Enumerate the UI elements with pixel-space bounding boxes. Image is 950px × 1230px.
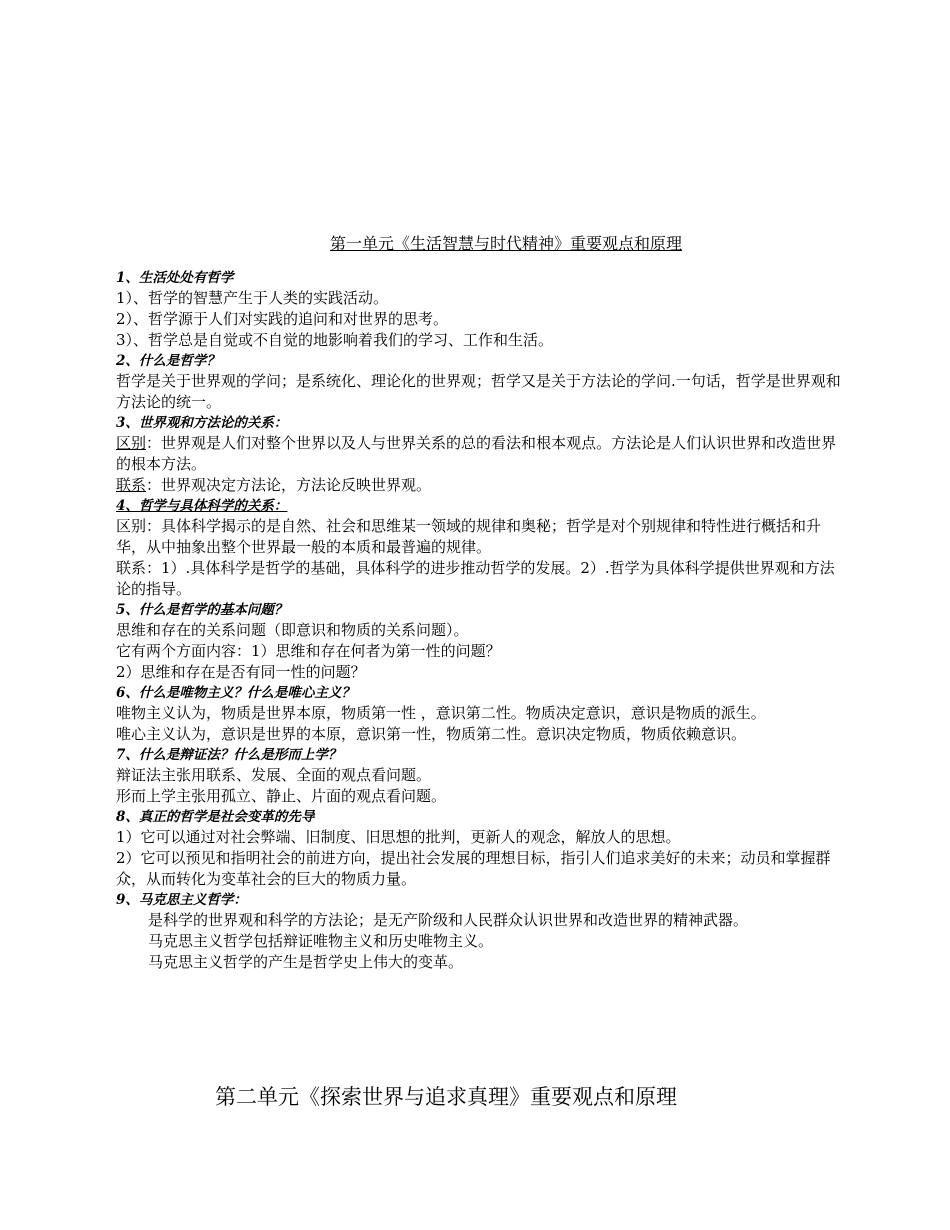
- section2-heading: 2、什么是哲学？: [116, 353, 220, 369]
- unit1-content: [116, 268, 841, 973]
- section7-dialectics: 辩证法主张用联系、发展、全面的观点看问题。: [116, 766, 432, 784]
- emphasis-fundamental: 根本: [536, 434, 567, 452]
- section9-line2: 马克思主义哲学包括辩证唯物主义和历史唯物主义。: [148, 932, 494, 950]
- section3-heading: 3、世界观和方法论的关系：: [116, 415, 288, 431]
- unit1-title: 第一单元《生活智慧与时代精神》重要观点和原理: [330, 234, 683, 253]
- section4-link: 联系：1）.具体科学是哲学的基础，具体科学的进步推动哲学的发展。2）.哲学为具体科学提供世界观和方法论的指导。: [116, 559, 835, 598]
- difference-label: 区别: [116, 434, 147, 452]
- section4-heading: 4、哲学与具体科学的关系：: [116, 498, 288, 514]
- section9-line1: 是科学的世界观和科学的方法论；是无产阶级和人民群众认识世界和改造世界的精神武器。: [148, 911, 749, 929]
- section1-line2: 2）、哲学源于人们对实践的追问和对世界的思考。: [116, 310, 449, 328]
- section4-difference: 区别：具体科学揭示的是自然、社会和思维某一领域的规律和奥秘；哲学是对个别规律和特性进行概括和升华，从中抽象出整个世界最一般的本质和最普遍的规律。: [116, 517, 822, 556]
- section2-paragraph: 哲学是关于世界观的学问；是系统化、理论化的世界观；哲学又是关于方法论的学问.一句话，哲学是世界观和方法论的统一。: [116, 372, 841, 411]
- section3-difference: 区别：世界观是人们对整个世界以及人与世界关系的总的看法和根本观点。方法论是人们认识世界和改造世界的根本方法。: [116, 434, 837, 473]
- section6-heading: 6、什么是唯物主义？什么是唯心主义？: [116, 685, 355, 701]
- link-label: 联系: [116, 476, 147, 494]
- section8-line2: 2）它可以预见和指明社会的前进方向，提出社会发展的理想目标，指引人们追求美好的未来；动员和掌握群众，从而转化为变革社会的巨大的物质力量。: [116, 849, 831, 888]
- section8-line1: 1）它可以通过对社会弊端、旧制度、旧思想的批判，更新人的观念，解放人的思想。: [116, 828, 681, 846]
- section7-metaphysics: 形而上学主张用孤立、静止、片面的观点看问题。: [116, 787, 447, 805]
- section9-line3: 马克思主义哲学的产生是哲学史上伟大的变革。: [148, 953, 464, 971]
- emphasis-first-nature: 第一性: [395, 642, 441, 660]
- section3-link: 联系：世界观决定方法论，方法论反映世界观。: [116, 476, 432, 494]
- section6-idealism: 唯心主义认为，意识是世界的本原，意识第一性，物质第二性。意识决定物质，物质依赖意识。: [116, 725, 747, 743]
- section9-heading: 9、马克思主义哲学：: [116, 892, 247, 908]
- section6-materialism: 唯物主义认为，物质是世界本原，物质第一性 ，意识第二性。物质决定意识，意识是物质的派生。: [116, 704, 766, 722]
- emphasis-total: 总的: [461, 434, 492, 452]
- unit2-title: 第二单元《探索世界与追求真理》重要观点和原理: [215, 1085, 677, 1109]
- section5-heading: 5、什么是哲学的基本问题？: [116, 602, 288, 618]
- section5-line1: 思维和存在的关系问题（即意识和物质的关系问题）。: [116, 621, 469, 639]
- section1-heading: 1、生活处处有哲学: [116, 270, 234, 286]
- emphasis-identity: 同一性: [260, 663, 306, 681]
- section5-line3: 2）思维和存在是否有同一性的问题？: [116, 663, 366, 681]
- section1-line1: 1）、哲学的智慧产生于人类的实践活动。: [116, 289, 389, 307]
- section5-line2: 它有两个方面内容：1）思维和存在何者为第一性的问题？: [116, 642, 501, 660]
- section8-heading: 8、真正的哲学是社会变革的先导: [116, 809, 315, 825]
- section7-heading: 7、什么是辩证法？什么是形而上学？: [116, 747, 342, 763]
- section1-line3: 3）、哲学总是自觉或不自觉的地影响着我们的学习、工作和生活。: [116, 331, 554, 349]
